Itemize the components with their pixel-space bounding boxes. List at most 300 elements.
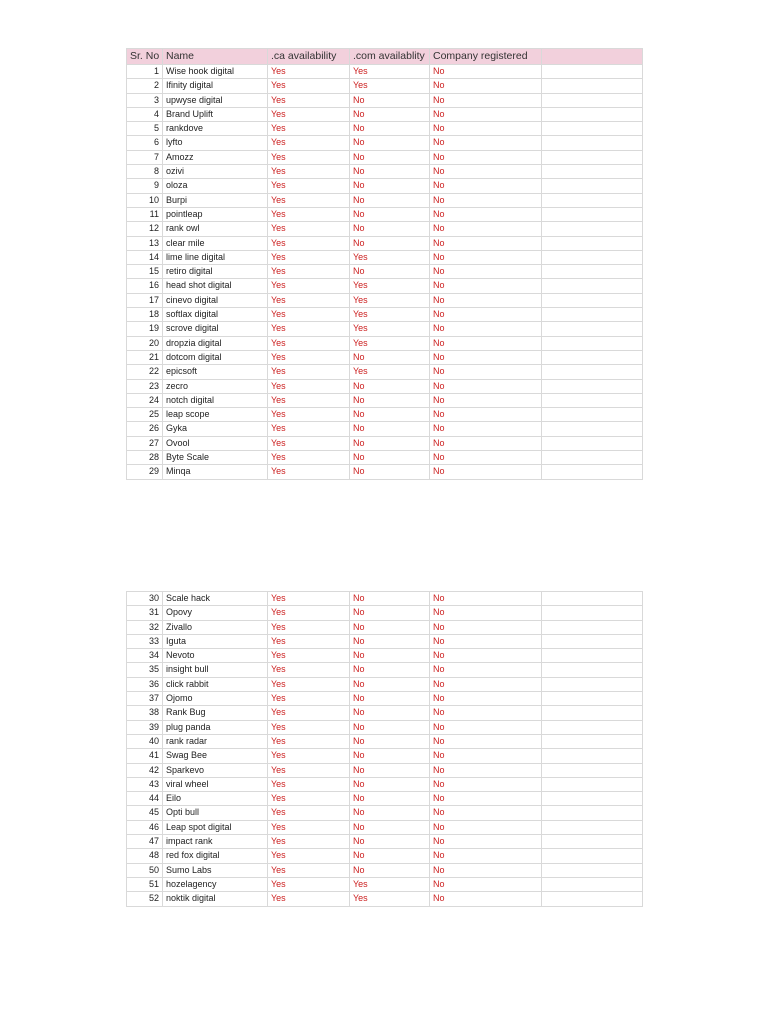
cell-company-registered: No <box>430 250 542 264</box>
table-row <box>127 892 643 906</box>
cell-ca-availability: Yes <box>268 150 350 164</box>
cell-com-availability: No <box>350 606 430 620</box>
cell-company-registered: No <box>430 863 542 877</box>
cell-blank <box>542 877 643 891</box>
cell-name: softlax digital <box>163 308 268 322</box>
table-row <box>127 279 643 293</box>
cell-company-registered: No <box>430 207 542 221</box>
cell-sr-no: 17 <box>127 293 163 307</box>
cell-blank <box>542 749 643 763</box>
cell-company-registered: No <box>430 379 542 393</box>
table-row <box>127 592 643 606</box>
cell-company-registered: No <box>430 877 542 891</box>
cell-ca-availability: Yes <box>268 122 350 136</box>
cell-blank <box>542 592 643 606</box>
cell-sr-no: 35 <box>127 663 163 677</box>
cell-name: upwyse digital <box>163 93 268 107</box>
cell-company-registered: No <box>430 79 542 93</box>
cell-blank <box>542 207 643 221</box>
cell-ca-availability: Yes <box>268 379 350 393</box>
cell-blank <box>542 179 643 193</box>
cell-ca-availability: Yes <box>268 835 350 849</box>
cell-sr-no: 19 <box>127 322 163 336</box>
cell-company-registered: No <box>430 193 542 207</box>
cell-com-availability: Yes <box>350 279 430 293</box>
cell-company-registered: No <box>430 265 542 279</box>
header-sr-no: Sr. No <box>127 49 163 65</box>
header-com-availability: .com availablity <box>350 49 430 65</box>
cell-blank <box>542 677 643 691</box>
table-row <box>127 692 643 706</box>
cell-sr-no: 43 <box>127 777 163 791</box>
table-row <box>127 777 643 791</box>
cell-name: Amozz <box>163 150 268 164</box>
cell-com-availability: No <box>350 777 430 791</box>
table-row <box>127 820 643 834</box>
cell-sr-no: 25 <box>127 408 163 422</box>
header-blank <box>542 49 643 65</box>
cell-blank <box>542 150 643 164</box>
cell-sr-no: 36 <box>127 677 163 691</box>
cell-ca-availability: Yes <box>268 877 350 891</box>
cell-name: impact rank <box>163 835 268 849</box>
table-row <box>127 379 643 393</box>
table-row <box>127 193 643 207</box>
cell-com-availability: Yes <box>350 892 430 906</box>
cell-blank <box>542 122 643 136</box>
cell-name: dropzia digital <box>163 336 268 350</box>
cell-com-availability: No <box>350 763 430 777</box>
cell-blank <box>542 649 643 663</box>
table-row <box>127 436 643 450</box>
cell-name: Sumo Labs <box>163 863 268 877</box>
cell-sr-no: 6 <box>127 136 163 150</box>
cell-blank <box>542 365 643 379</box>
cell-sr-no: 48 <box>127 849 163 863</box>
cell-company-registered: No <box>430 749 542 763</box>
cell-com-availability: No <box>350 720 430 734</box>
table-row <box>127 308 643 322</box>
cell-blank <box>542 279 643 293</box>
cell-sr-no: 20 <box>127 336 163 350</box>
table-row <box>127 734 643 748</box>
cell-company-registered: No <box>430 734 542 748</box>
table-row <box>127 265 643 279</box>
cell-sr-no: 34 <box>127 649 163 663</box>
cell-ca-availability: Yes <box>268 408 350 422</box>
cell-com-availability: No <box>350 122 430 136</box>
cell-sr-no: 2 <box>127 79 163 93</box>
cell-com-availability: Yes <box>350 308 430 322</box>
cell-company-registered: No <box>430 93 542 107</box>
cell-company-registered: No <box>430 436 542 450</box>
cell-ca-availability: Yes <box>268 308 350 322</box>
cell-company-registered: No <box>430 322 542 336</box>
cell-company-registered: No <box>430 336 542 350</box>
cell-name: oloza <box>163 179 268 193</box>
cell-company-registered: No <box>430 763 542 777</box>
cell-sr-no: 27 <box>127 436 163 450</box>
cell-ca-availability: Yes <box>268 136 350 150</box>
table-row <box>127 877 643 891</box>
table-row <box>127 634 643 648</box>
table-row <box>127 207 643 221</box>
cell-ca-availability: Yes <box>268 820 350 834</box>
cell-sr-no: 37 <box>127 692 163 706</box>
table-row <box>127 806 643 820</box>
table-row <box>127 322 643 336</box>
table-row <box>127 336 643 350</box>
availability-table-1 <box>126 48 643 480</box>
cell-sr-no: 24 <box>127 393 163 407</box>
cell-ca-availability: Yes <box>268 806 350 820</box>
cell-ca-availability: Yes <box>268 649 350 663</box>
cell-name: Eilo <box>163 792 268 806</box>
cell-name: Ifinity digital <box>163 79 268 93</box>
cell-ca-availability: Yes <box>268 93 350 107</box>
cell-company-registered: No <box>430 820 542 834</box>
table-row <box>127 849 643 863</box>
table-row <box>127 663 643 677</box>
cell-blank <box>542 250 643 264</box>
cell-company-registered: No <box>430 451 542 465</box>
header-company-registered: Company registered <box>430 49 542 65</box>
table-row <box>127 79 643 93</box>
cell-blank <box>542 720 643 734</box>
cell-com-availability: Yes <box>350 65 430 79</box>
cell-name: Ojomo <box>163 692 268 706</box>
cell-com-availability: No <box>350 620 430 634</box>
cell-ca-availability: Yes <box>268 365 350 379</box>
cell-sr-no: 11 <box>127 207 163 221</box>
cell-name: Burpi <box>163 193 268 207</box>
cell-name: Leap spot digital <box>163 820 268 834</box>
table-row <box>127 465 643 479</box>
cell-company-registered: No <box>430 777 542 791</box>
cell-sr-no: 33 <box>127 634 163 648</box>
cell-com-availability: No <box>350 592 430 606</box>
cell-com-availability: No <box>350 692 430 706</box>
header-name: Name <box>163 49 268 65</box>
cell-sr-no: 45 <box>127 806 163 820</box>
cell-ca-availability: Yes <box>268 692 350 706</box>
cell-blank <box>542 65 643 79</box>
cell-company-registered: No <box>430 892 542 906</box>
cell-ca-availability: Yes <box>268 193 350 207</box>
table-row <box>127 150 643 164</box>
cell-name: Swag Bee <box>163 749 268 763</box>
table-row <box>127 863 643 877</box>
cell-name: head shot digital <box>163 279 268 293</box>
cell-name: lime line digital <box>163 250 268 264</box>
cell-name: Opti bull <box>163 806 268 820</box>
cell-name: hozelagency <box>163 877 268 891</box>
cell-blank <box>542 193 643 207</box>
cell-name: Wise hook digital <box>163 65 268 79</box>
cell-sr-no: 39 <box>127 720 163 734</box>
cell-sr-no: 15 <box>127 265 163 279</box>
cell-sr-no: 38 <box>127 706 163 720</box>
cell-com-availability: No <box>350 207 430 221</box>
cell-company-registered: No <box>430 308 542 322</box>
cell-ca-availability: Yes <box>268 749 350 763</box>
cell-company-registered: No <box>430 350 542 364</box>
cell-sr-no: 47 <box>127 835 163 849</box>
cell-company-registered: No <box>430 408 542 422</box>
cell-com-availability: No <box>350 663 430 677</box>
cell-sr-no: 50 <box>127 863 163 877</box>
cell-ca-availability: Yes <box>268 620 350 634</box>
cell-blank <box>542 322 643 336</box>
cell-company-registered: No <box>430 365 542 379</box>
cell-name: plug panda <box>163 720 268 734</box>
table-row <box>127 350 643 364</box>
cell-blank <box>542 806 643 820</box>
table-header-row <box>127 49 643 65</box>
cell-com-availability: No <box>350 107 430 121</box>
cell-blank <box>542 222 643 236</box>
cell-com-availability: No <box>350 393 430 407</box>
cell-com-availability: No <box>350 165 430 179</box>
table-row <box>127 422 643 436</box>
cell-ca-availability: Yes <box>268 720 350 734</box>
cell-ca-availability: Yes <box>268 265 350 279</box>
cell-ca-availability: Yes <box>268 293 350 307</box>
cell-com-availability: No <box>350 136 430 150</box>
cell-sr-no: 23 <box>127 379 163 393</box>
table-body-1 <box>127 65 643 480</box>
cell-com-availability: Yes <box>350 250 430 264</box>
cell-sr-no: 3 <box>127 93 163 107</box>
cell-sr-no: 7 <box>127 150 163 164</box>
cell-blank <box>542 136 643 150</box>
cell-sr-no: 5 <box>127 122 163 136</box>
cell-ca-availability: Yes <box>268 849 350 863</box>
cell-com-availability: No <box>350 465 430 479</box>
cell-ca-availability: Yes <box>268 606 350 620</box>
cell-blank <box>542 792 643 806</box>
cell-company-registered: No <box>430 649 542 663</box>
cell-company-registered: No <box>430 692 542 706</box>
cell-sr-no: 1 <box>127 65 163 79</box>
cell-com-availability: No <box>350 236 430 250</box>
cell-blank <box>542 336 643 350</box>
table-row <box>127 236 643 250</box>
cell-blank <box>542 465 643 479</box>
cell-com-availability: No <box>350 422 430 436</box>
cell-company-registered: No <box>430 792 542 806</box>
cell-name: red fox digital <box>163 849 268 863</box>
cell-sr-no: 9 <box>127 179 163 193</box>
cell-blank <box>542 606 643 620</box>
cell-sr-no: 12 <box>127 222 163 236</box>
cell-ca-availability: Yes <box>268 451 350 465</box>
cell-blank <box>542 692 643 706</box>
cell-ca-availability: Yes <box>268 777 350 791</box>
cell-com-availability: No <box>350 150 430 164</box>
table-row <box>127 706 643 720</box>
cell-sr-no: 28 <box>127 451 163 465</box>
table-row <box>127 136 643 150</box>
cell-com-availability: No <box>350 820 430 834</box>
cell-sr-no: 52 <box>127 892 163 906</box>
table-row <box>127 122 643 136</box>
cell-com-availability: No <box>350 649 430 663</box>
cell-name: ozivi <box>163 165 268 179</box>
cell-blank <box>542 293 643 307</box>
cell-company-registered: No <box>430 720 542 734</box>
cell-ca-availability: Yes <box>268 107 350 121</box>
table-row <box>127 408 643 422</box>
table-row <box>127 720 643 734</box>
cell-com-availability: No <box>350 863 430 877</box>
cell-ca-availability: Yes <box>268 393 350 407</box>
table-row <box>127 107 643 121</box>
cell-company-registered: No <box>430 806 542 820</box>
cell-name: rankdove <box>163 122 268 136</box>
cell-blank <box>542 451 643 465</box>
cell-blank <box>542 663 643 677</box>
cell-name: zecro <box>163 379 268 393</box>
table-row <box>127 451 643 465</box>
cell-sr-no: 29 <box>127 465 163 479</box>
table-row <box>127 749 643 763</box>
cell-com-availability: No <box>350 379 430 393</box>
cell-company-registered: No <box>430 393 542 407</box>
cell-name: Rank Bug <box>163 706 268 720</box>
cell-com-availability: Yes <box>350 293 430 307</box>
table-row <box>127 763 643 777</box>
table-row <box>127 250 643 264</box>
cell-blank <box>542 863 643 877</box>
cell-name: click rabbit <box>163 677 268 691</box>
table-body-2 <box>127 592 643 907</box>
cell-name: Nevoto <box>163 649 268 663</box>
cell-name: noktik digital <box>163 892 268 906</box>
cell-company-registered: No <box>430 465 542 479</box>
cell-com-availability: No <box>350 749 430 763</box>
cell-com-availability: No <box>350 634 430 648</box>
cell-com-availability: Yes <box>350 336 430 350</box>
cell-name: lyfto <box>163 136 268 150</box>
cell-name: Ovool <box>163 436 268 450</box>
cell-sr-no: 44 <box>127 792 163 806</box>
cell-blank <box>542 393 643 407</box>
cell-name: notch digital <box>163 393 268 407</box>
cell-com-availability: Yes <box>350 877 430 891</box>
cell-ca-availability: Yes <box>268 677 350 691</box>
cell-com-availability: No <box>350 408 430 422</box>
cell-company-registered: No <box>430 165 542 179</box>
cell-company-registered: No <box>430 606 542 620</box>
cell-com-availability: No <box>350 849 430 863</box>
cell-blank <box>542 236 643 250</box>
cell-ca-availability: Yes <box>268 863 350 877</box>
cell-company-registered: No <box>430 236 542 250</box>
cell-ca-availability: Yes <box>268 634 350 648</box>
cell-ca-availability: Yes <box>268 336 350 350</box>
cell-com-availability: No <box>350 436 430 450</box>
cell-sr-no: 14 <box>127 250 163 264</box>
cell-company-registered: No <box>430 179 542 193</box>
cell-name: pointleap <box>163 207 268 221</box>
cell-blank <box>542 849 643 863</box>
table-row <box>127 393 643 407</box>
cell-company-registered: No <box>430 65 542 79</box>
cell-ca-availability: Yes <box>268 236 350 250</box>
cell-company-registered: No <box>430 122 542 136</box>
table-row <box>127 835 643 849</box>
cell-sr-no: 10 <box>127 193 163 207</box>
cell-com-availability: No <box>350 265 430 279</box>
cell-ca-availability: Yes <box>268 592 350 606</box>
cell-company-registered: No <box>430 422 542 436</box>
cell-ca-availability: Yes <box>268 222 350 236</box>
table-row <box>127 792 643 806</box>
cell-ca-availability: Yes <box>268 79 350 93</box>
cell-blank <box>542 107 643 121</box>
cell-sr-no: 32 <box>127 620 163 634</box>
cell-com-availability: No <box>350 93 430 107</box>
cell-ca-availability: Yes <box>268 279 350 293</box>
cell-ca-availability: Yes <box>268 792 350 806</box>
cell-blank <box>542 835 643 849</box>
table-row <box>127 365 643 379</box>
cell-ca-availability: Yes <box>268 322 350 336</box>
cell-sr-no: 30 <box>127 592 163 606</box>
cell-name: Iguta <box>163 634 268 648</box>
cell-blank <box>542 79 643 93</box>
table-row <box>127 606 643 620</box>
cell-blank <box>542 706 643 720</box>
cell-blank <box>542 265 643 279</box>
cell-blank <box>542 734 643 748</box>
cell-name: Minqa <box>163 465 268 479</box>
cell-company-registered: No <box>430 136 542 150</box>
cell-com-availability: Yes <box>350 365 430 379</box>
cell-company-registered: No <box>430 293 542 307</box>
cell-ca-availability: Yes <box>268 436 350 450</box>
cell-name: epicsoft <box>163 365 268 379</box>
table-row <box>127 293 643 307</box>
cell-com-availability: No <box>350 792 430 806</box>
cell-sr-no: 31 <box>127 606 163 620</box>
cell-blank <box>542 436 643 450</box>
cell-com-availability: No <box>350 734 430 748</box>
cell-sr-no: 16 <box>127 279 163 293</box>
table-row <box>127 620 643 634</box>
cell-blank <box>542 165 643 179</box>
cell-ca-availability: Yes <box>268 350 350 364</box>
cell-com-availability: No <box>350 806 430 820</box>
cell-name: leap scope <box>163 408 268 422</box>
cell-com-availability: No <box>350 677 430 691</box>
cell-name: Sparkevo <box>163 763 268 777</box>
cell-ca-availability: Yes <box>268 65 350 79</box>
cell-ca-availability: Yes <box>268 179 350 193</box>
table-row <box>127 649 643 663</box>
cell-ca-availability: Yes <box>268 892 350 906</box>
cell-name: scrove digital <box>163 322 268 336</box>
cell-blank <box>542 350 643 364</box>
cell-blank <box>542 422 643 436</box>
cell-name: clear mile <box>163 236 268 250</box>
cell-name: Zivallo <box>163 620 268 634</box>
cell-blank <box>542 308 643 322</box>
cell-company-registered: No <box>430 107 542 121</box>
cell-sr-no: 8 <box>127 165 163 179</box>
cell-company-registered: No <box>430 279 542 293</box>
